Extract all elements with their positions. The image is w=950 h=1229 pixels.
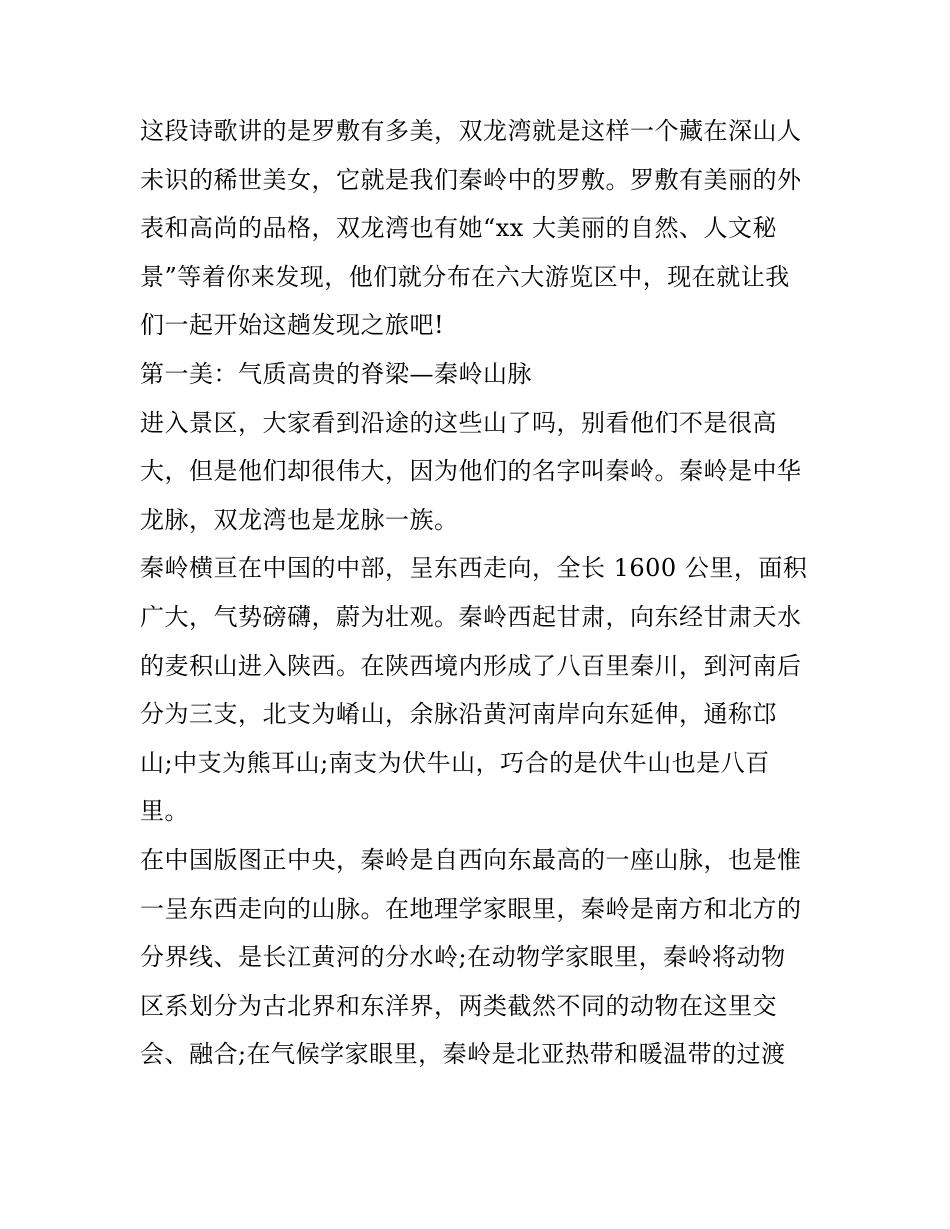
text-line-15: 里。 bbox=[140, 797, 189, 826]
text-line-11: 广大，气势磅礴，蔚为壮观。秦岭西起甘肃，向东经甘肃天水 bbox=[140, 602, 802, 631]
text-line-8: 大，但是他们却很伟大，因为他们的名字叫秦岭。秦岭是中华 bbox=[140, 457, 802, 486]
text-line-13: 分为三支，北支为崤山，余脉沿黄河南岸向东延伸，通称邙 bbox=[140, 700, 777, 729]
text-line-12: 的麦积山进入陕西。在陕西境内形成了八百里秦川，到河南后 bbox=[140, 651, 802, 680]
text-line-18: 分界线、是长江黄河的分水岭;在动物学家眼里，秦岭将动物 bbox=[140, 943, 786, 972]
section-heading-1: 第一美：气质高贵的脊梁—秦岭山脉 bbox=[140, 359, 532, 388]
text-line-19: 区系划分为古北界和东洋界，两类截然不同的动物在这里交 bbox=[140, 991, 777, 1020]
text-line-10: 秦岭横亘在中国的中部，呈东西走向，全长 1600 公里，面积 bbox=[140, 554, 808, 583]
text-line-9: 龙脉，双龙湾也是龙脉一族。 bbox=[140, 505, 459, 534]
text-line-5: 们一起开始这趟发现之旅吧! bbox=[140, 311, 445, 340]
text-line-17: 一呈东西走向的山脉。在地理学家眼里，秦岭是南方和北方的 bbox=[140, 894, 802, 923]
text-line-1: 这段诗歌讲的是罗敷有多美，双龙湾就是这样一个藏在深山人 bbox=[140, 117, 802, 145]
text-line-2: 未识的稀世美女，它就是我们秦岭中的罗敷。罗敷有美丽的外 bbox=[140, 165, 802, 194]
text-line-14: 山;中支为熊耳山;南支为伏牛山，巧合的是伏牛山也是八百 bbox=[140, 748, 770, 777]
text-line-7: 进入景区，大家看到沿途的这些山了吗，别看他们不是很高 bbox=[140, 408, 777, 437]
text-line-3: 表和高尚的品格，双龙湾也有她“xx 大美丽的自然、人文秘 bbox=[140, 214, 777, 243]
text-line-4: 景”等着你来发现，他们就分布在六大游览区中，现在就让我 bbox=[140, 262, 790, 291]
text-line-20: 会、融合;在气候学家眼里，秦岭是北亚热带和暖温带的过渡 bbox=[140, 1040, 786, 1069]
document-body bbox=[140, 107, 820, 1079]
text-line-16: 在中国版图正中央，秦岭是自西向东最高的一座山脉，也是惟 bbox=[140, 845, 802, 874]
